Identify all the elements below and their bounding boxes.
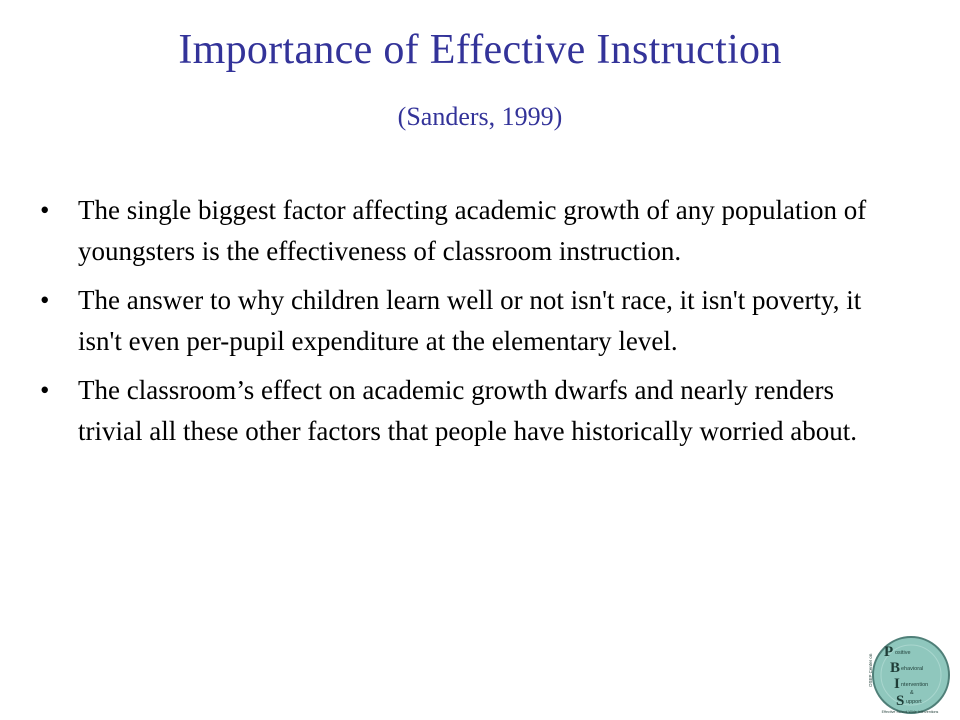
bullet-list [0,190,960,460]
svg-text:I: I [894,676,900,692]
svg-text:B: B [890,660,901,676]
logo-side-text: OSEP Center on [868,653,873,687]
bullet-dot: • [40,195,50,225]
svg-text:ntervention: ntervention [901,682,929,688]
bullet-text: The classroom’s effect on academic growth dwarfs and nearly renders trivial all these other factors that people have historically worried about. [78,375,857,446]
bullet-dot: • [40,285,50,315]
svg-text:S: S [896,693,905,709]
svg-text:ositive: ositive [895,650,911,656]
pbis-logo [866,632,950,716]
svg-text:&: & [910,690,914,696]
logo-bottom-text: Effective School-Wide Interventions [881,710,939,714]
bullet-dot: • [40,375,50,405]
bullet-text: The single biggest factor affecting academic growth of any population of youngsters is the effectiveness of classroom instruction. [78,195,867,266]
bullet-item-1 [0,190,960,272]
svg-text:ehavioral: ehavioral [901,666,924,672]
slide-title: Importance of Effective Instruction [178,27,782,73]
bullet-text: The answer to why children learn well or not isn't race, it isn't poverty, it isn't even per-pupil expenditure at the elementary level. [78,285,862,356]
svg-text:P: P [884,644,894,660]
slide-subtitle: (Sanders, 1999) [397,102,563,131]
svg-text:upport: upport [906,699,922,705]
bullet-item-2 [0,280,960,362]
bullet-item-3 [0,370,960,452]
